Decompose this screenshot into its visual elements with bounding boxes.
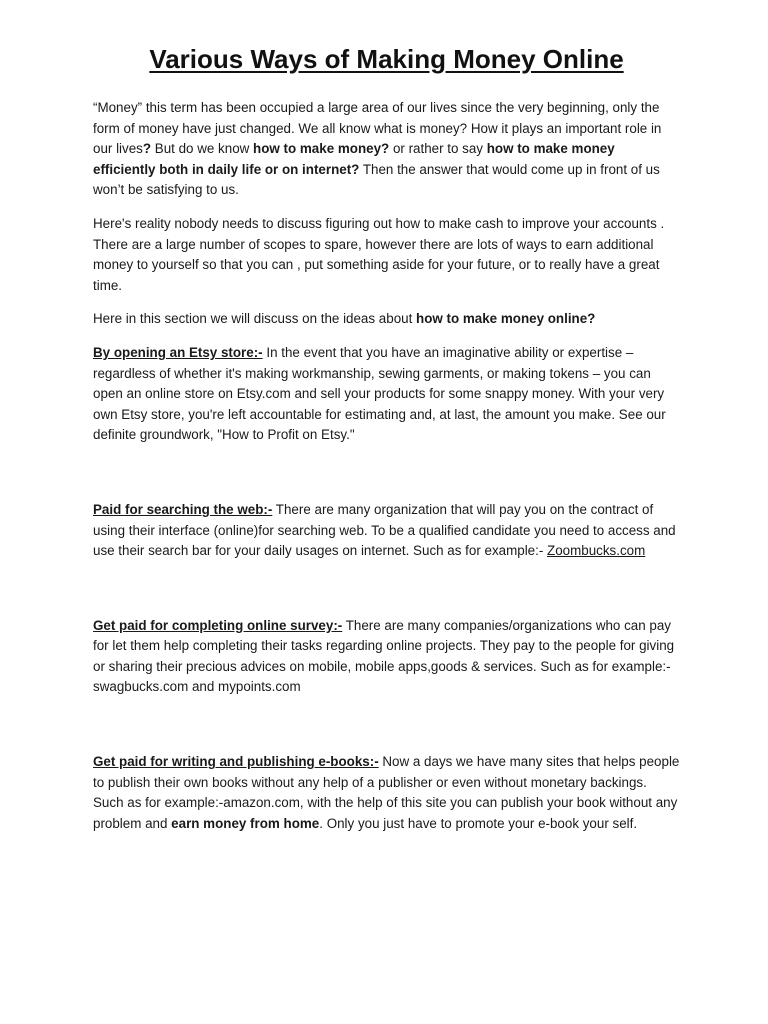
ebooks-bold: earn money from home — [171, 815, 320, 831]
intro-text-2: But do we know — [151, 141, 254, 157]
intro-text-3: or rather to say — [389, 141, 487, 157]
intro-bold-3: how to make money efficiently both in daily life or on internet? — [93, 141, 615, 177]
search-body: There are many organization that will pay you on the contract of using their interface (online)for searching web. To be a qualified candidate you need to access and use their search bar for your daily usages on internet. Such as for example:- — [93, 501, 676, 559]
etsy-paragraph — [93, 343, 680, 446]
section-intro-bold: how to make money online? — [416, 311, 596, 327]
intro-paragraph — [93, 98, 680, 201]
ebooks-text-2: . Only you just have to promote your e-book your self. — [319, 815, 638, 831]
reality-paragraph: Here's reality nobody needs to discuss figuring out how to make cash to improve your accounts . There are a large number of scopes to spare, however there are lots of ways to earn additional money to yourself so that you can , put something aside for your future, or to really have a great time. — [93, 215, 665, 293]
intro-bold-1: ? — [142, 141, 152, 157]
survey-paragraph — [93, 616, 680, 698]
survey-body: There are many companies/organizations who can pay for let them help completing their tasks regarding online projects. They pay to the people for giving or sharing their precious advices on mobile, mobile apps,goods & services. Such as for example:- swagbucks.com and mypoints.com — [93, 617, 675, 695]
ebooks-text-1: Now a days we have many sites that helps people to publish their own books without any help of a publisher or even without monetary backings. Such as for example:-amazon.com, with the help of this site you can publish your book without any problem and — [93, 754, 680, 831]
search-paragraph — [93, 500, 680, 562]
section-intro-paragraph — [93, 309, 680, 330]
etsy-body: In the event that you have an imaginative ability or expertise – regardless of whether it's making workmanship, sewing garments, or making tokens – you can open an online store on Etsy.com and sell your products for some snappy money. With your very own Etsy store, you're left accountable for estimating and, at last, the amount you make. See our definite groundwork, "How to Profit on Etsy." — [93, 344, 666, 443]
survey-heading: Get paid for completing online survey:- — [93, 617, 343, 633]
document-title: Various Ways of Making Money Online — [149, 44, 624, 74]
zoombucks-link[interactable]: Zoombucks.com — [547, 543, 646, 559]
intro-text-4: Then the answer that would come up in front of us won’t be satisfying to us. — [93, 161, 660, 198]
section-intro-text: Here in this section we will discuss on the ideas about — [93, 311, 417, 327]
intro-text-1: “Money” this term has been occupied a large area of our lives since the very beginning, only the form of money have just changed. We all know what is money? How it plays an important role in our lives — [93, 100, 662, 157]
intro-bold-2: how to make money? — [253, 141, 390, 157]
search-heading: Paid for searching the web:- — [93, 501, 273, 517]
ebooks-heading: Get paid for writing and publishing e-books:- — [93, 754, 379, 770]
ebooks-paragraph — [93, 752, 680, 834]
etsy-heading: By opening an Etsy store:- — [93, 344, 263, 360]
